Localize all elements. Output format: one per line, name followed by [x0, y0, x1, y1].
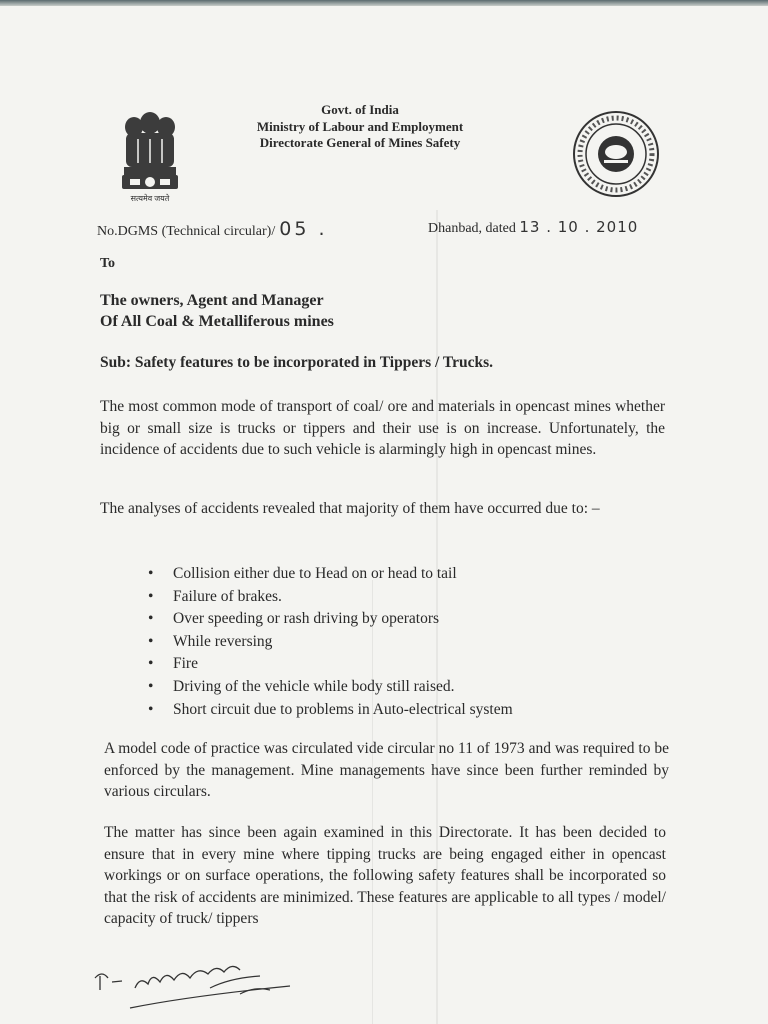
- handwritten-signature-icon: [90, 948, 300, 1018]
- header-directorate: Directorate General of Mines Safety: [259, 135, 461, 150]
- subject-line: Sub: Safety features to be incorporated in Tippers / Trucks.: [100, 354, 493, 371]
- addressee-line: Of All Coal & Metalliferous mines: [100, 313, 334, 330]
- accident-causes-list: [148, 563, 513, 721]
- list-item: • Over speeding or rash driving by operators: [148, 608, 513, 631]
- list-item: • Fire: [148, 653, 513, 676]
- to-label: To: [100, 256, 116, 271]
- circular-reference: [97, 218, 328, 240]
- paragraph-intro: The most common mode of transport of coal/ ore and materials in opencast mines whether big or small size is trucks or tippers and their use is on increase. Unfortunately, the incidence of accidents due to such vehicle is alarmingly high in opencast mines.: [100, 398, 665, 458]
- emblem-motto: सत्यमेव जयते: [130, 194, 170, 203]
- list-item: • Driving of the vehicle while body still raised.: [148, 676, 513, 699]
- list-item: • While reversing: [148, 631, 513, 654]
- date-value: 13 . 10 . 2010: [519, 218, 639, 236]
- reference-number: 05 .: [279, 218, 328, 240]
- national-emblem-icon: [112, 105, 188, 205]
- scan-edge: [0, 0, 768, 6]
- reference-label: No.DGMS (Technical circular)/: [97, 224, 276, 239]
- list-item: • Failure of brakes.: [148, 586, 513, 609]
- dgms-seal-icon: [570, 108, 662, 200]
- header-ministry: Ministry of Labour and Employment: [256, 118, 464, 134]
- paragraph-analysis: The analyses of accidents revealed that majority of them have occurred due to: –: [100, 500, 600, 517]
- list-item: • Short circuit due to problems in Auto-electrical system: [148, 699, 513, 722]
- addressee: [100, 290, 334, 332]
- header-govt: Govt. of India: [321, 102, 399, 117]
- paragraph-decision: The matter has since been again examined in this Directorate. It has been decided to ensure that in every mine where tipping trucks are being engaged either in opencast workings or on surface operations, the following safety features shall be incorporated so that the risk of accidents are minimized. These features are applicable to all types / model/ capacity of truck/ tippers: [104, 824, 666, 927]
- paragraph-model-code: A model code of practice was circulated vide circular no 11 of 1973 and was required to be enforced by the management. Mine managements have since been further reminded by various circulars.: [104, 740, 669, 800]
- letterhead: [230, 102, 490, 152]
- circular-date: [428, 218, 638, 237]
- list-item: • Collision either due to Head on or head to tail: [148, 563, 513, 586]
- date-label: Dhanbad, dated: [428, 221, 516, 236]
- addressee-line: The owners, Agent and Manager: [100, 292, 324, 309]
